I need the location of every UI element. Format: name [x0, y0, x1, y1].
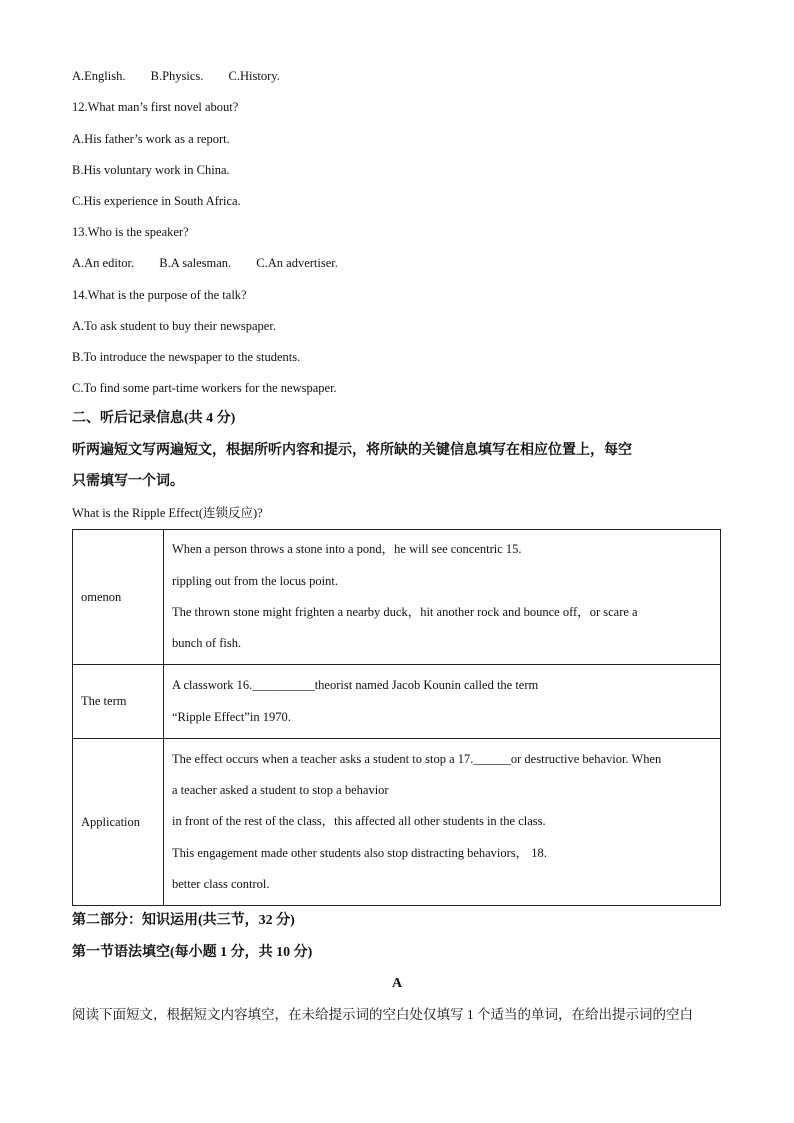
- question-13: 13.Who is the speaker?: [72, 225, 189, 239]
- ripple-effect-table: [72, 529, 721, 906]
- option: B.A salesman.: [159, 256, 232, 270]
- content-line: The thrown stone might frighten a nearby duck，hit another rock and bounce off，or scare a: [172, 605, 638, 619]
- instruction-line: 阅读下面短文，根据短文内容填空，在未给提示词的空白处仅填写 1 个适当的单词，在给出提示词的空白: [72, 1007, 693, 1022]
- option: A.English.: [72, 69, 126, 83]
- row-content: [164, 530, 721, 665]
- option: B.His voluntary work in China.: [72, 163, 230, 177]
- content-line: better class control.: [172, 876, 270, 891]
- q13-options: [72, 255, 360, 271]
- row-content: [164, 739, 721, 906]
- option: C.To find some part-time workers for the newspaper.: [72, 381, 337, 395]
- option: A.To ask student to buy their newspaper.: [72, 319, 276, 333]
- table-title: What is the Ripple Effect(连锁反应)?: [72, 506, 263, 520]
- content-line: a teacher asked a student to stop a behavior: [172, 783, 389, 798]
- table-row: [73, 665, 721, 739]
- section-heading: 二、听后记录信息(共 4 分): [72, 411, 236, 426]
- q11-options: [72, 68, 302, 84]
- passage-letter: A: [391, 976, 403, 991]
- section-heading: 第一节语法填空(每小题 1 分，共 10 分): [72, 945, 313, 960]
- content-line: This engagement made other students also stop distracting behaviors， 18.: [172, 845, 547, 860]
- option: C.An advertiser.: [256, 256, 338, 270]
- instruction-line: 听两遍短文写两遍短文，根据所听内容和提示，将所缺的关键信息填写在相应位置上，每空: [72, 443, 632, 458]
- question-14: 14.What is the purpose of the talk?: [72, 288, 247, 302]
- row-label: The term: [73, 665, 164, 739]
- option: B.Physics.: [150, 69, 204, 83]
- table-row: [73, 739, 721, 906]
- row-label: omenon: [73, 530, 164, 665]
- content-line: in front of the rest of the class，this affected all other students in the class.: [172, 814, 546, 829]
- content-line: rippling out from the locus point.: [172, 573, 338, 588]
- question-12: 12.What man’s first novel about?: [72, 100, 239, 114]
- option: C.His experience in South Africa.: [72, 194, 241, 208]
- content-line: When a person throws a stone into a pond，he will see concentric 15.: [172, 542, 522, 557]
- content-line: A classwork 16.__________theorist named Jacob Kounin called the term: [172, 678, 539, 693]
- option: A.An editor.: [72, 256, 135, 270]
- content-line: “Ripple Effect”in 1970.: [172, 709, 291, 724]
- content-line: bunch of fish.: [172, 636, 242, 651]
- option: C.History.: [228, 69, 280, 83]
- table-row: [73, 530, 721, 665]
- row-label: Application: [73, 739, 164, 906]
- option: A.His father’s work as a report.: [72, 132, 230, 146]
- content-line: The effect occurs when a teacher asks a student to stop a 17.______or destructive behavior. When: [172, 751, 662, 766]
- part-heading: 第二部分：知识运用(共三节，32 分): [72, 913, 295, 928]
- option: B.To introduce the newspaper to the students.: [72, 350, 301, 364]
- instruction-line: 只需填写一个词。: [72, 474, 184, 489]
- row-content: [164, 665, 721, 739]
